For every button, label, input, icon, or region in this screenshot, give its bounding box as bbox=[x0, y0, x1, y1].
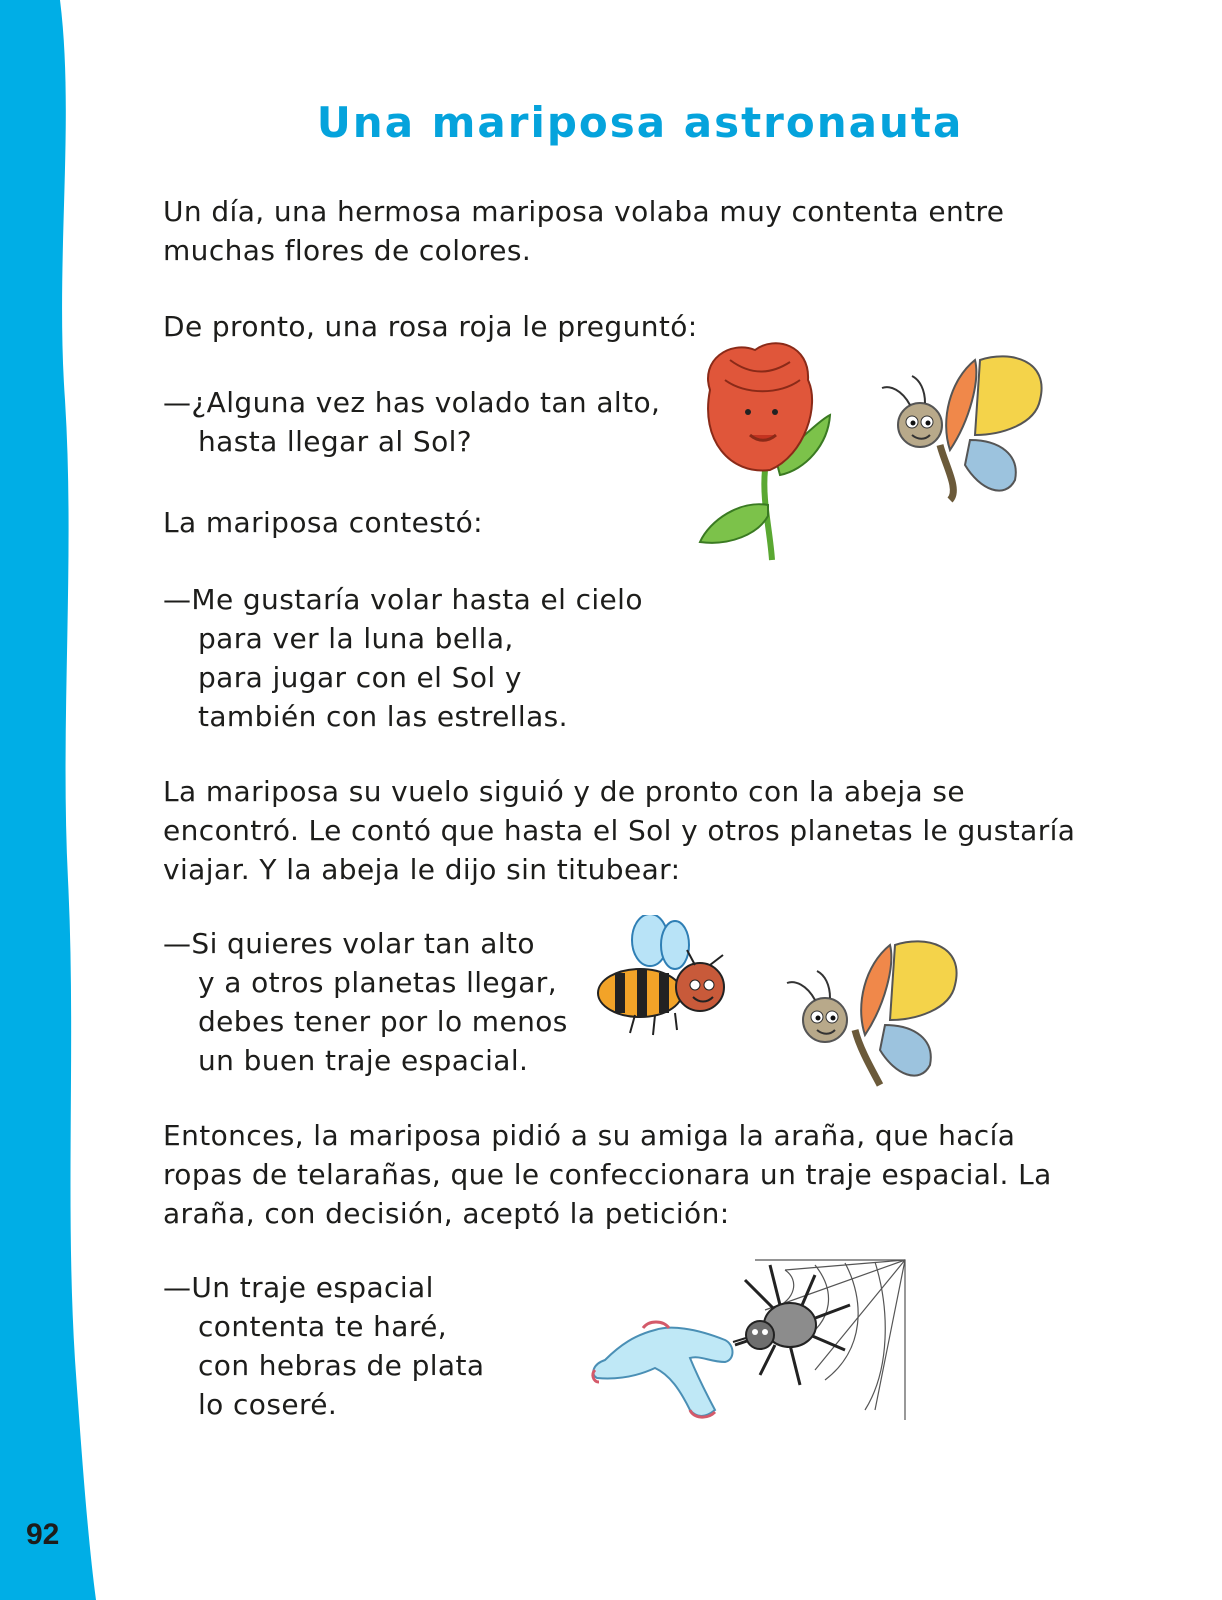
dialog-line: también con las estrellas. bbox=[198, 700, 568, 733]
story-title: Una mariposa astronauta bbox=[316, 98, 964, 147]
paragraph-3: La mariposa contestó: bbox=[163, 506, 483, 539]
dialog-line: debes tener por lo menos bbox=[198, 1005, 568, 1038]
rose-icon bbox=[700, 343, 830, 560]
dialog-line: para ver la luna bella, bbox=[198, 622, 514, 655]
butterfly-icon bbox=[882, 356, 1042, 500]
dialog-bee bbox=[163, 924, 568, 1080]
dialog-line: lo coseré. bbox=[198, 1388, 338, 1421]
dialog-line: hasta llegar al Sol? bbox=[198, 425, 473, 458]
dialog-line: contenta te haré, bbox=[198, 1310, 448, 1343]
dialog-line: con hebras de plata bbox=[198, 1349, 485, 1382]
rose-butterfly-illustration bbox=[670, 320, 1070, 570]
paragraph-4: La mariposa su vuelo siguió y de pronto con la abeja se encontró. Le contó que hasta el Sol y otros planetas le gustaría viajar. Y la abeja le dijo sin titubear: bbox=[163, 775, 1076, 886]
paragraph-5: Entonces, la mariposa pidió a su amiga la araña, que hacía ropas de telarañas, que le confeccionara un traje espacial. La araña, con decisión, aceptó la petición: bbox=[163, 1119, 1052, 1230]
dialog-line: —Si quieres volar tan alto bbox=[163, 927, 535, 960]
dialog-line: —Me gustaría volar hasta el cielo bbox=[163, 583, 643, 616]
paragraph-1: Un día, una hermosa mariposa volaba muy contenta entre muchas flores de colores. bbox=[163, 195, 1005, 267]
dialog-butterfly bbox=[163, 580, 643, 736]
spider-suit-illustration bbox=[585, 1250, 915, 1430]
dialog-spider bbox=[163, 1268, 484, 1424]
bee-icon bbox=[598, 915, 724, 1035]
paragraph-2: De pronto, una rosa roja le preguntó: bbox=[163, 310, 698, 343]
page-number: 92 bbox=[26, 1518, 60, 1551]
dialog-line: un buen traje espacial. bbox=[198, 1044, 529, 1077]
dialog-line: y a otros planetas llegar, bbox=[198, 966, 557, 999]
side-color-band bbox=[0, 0, 110, 1600]
butterfly-icon bbox=[787, 941, 957, 1085]
spider-icon bbox=[733, 1265, 850, 1385]
bee-butterfly-illustration bbox=[595, 915, 985, 1100]
dialog-line: —Un traje espacial bbox=[163, 1271, 434, 1304]
space-suit-icon bbox=[593, 1322, 733, 1417]
dialog-line: —¿Alguna vez has volado tan alto, bbox=[163, 386, 661, 419]
dialog-line: para jugar con el Sol y bbox=[198, 661, 522, 694]
dialog-rose bbox=[163, 383, 660, 461]
